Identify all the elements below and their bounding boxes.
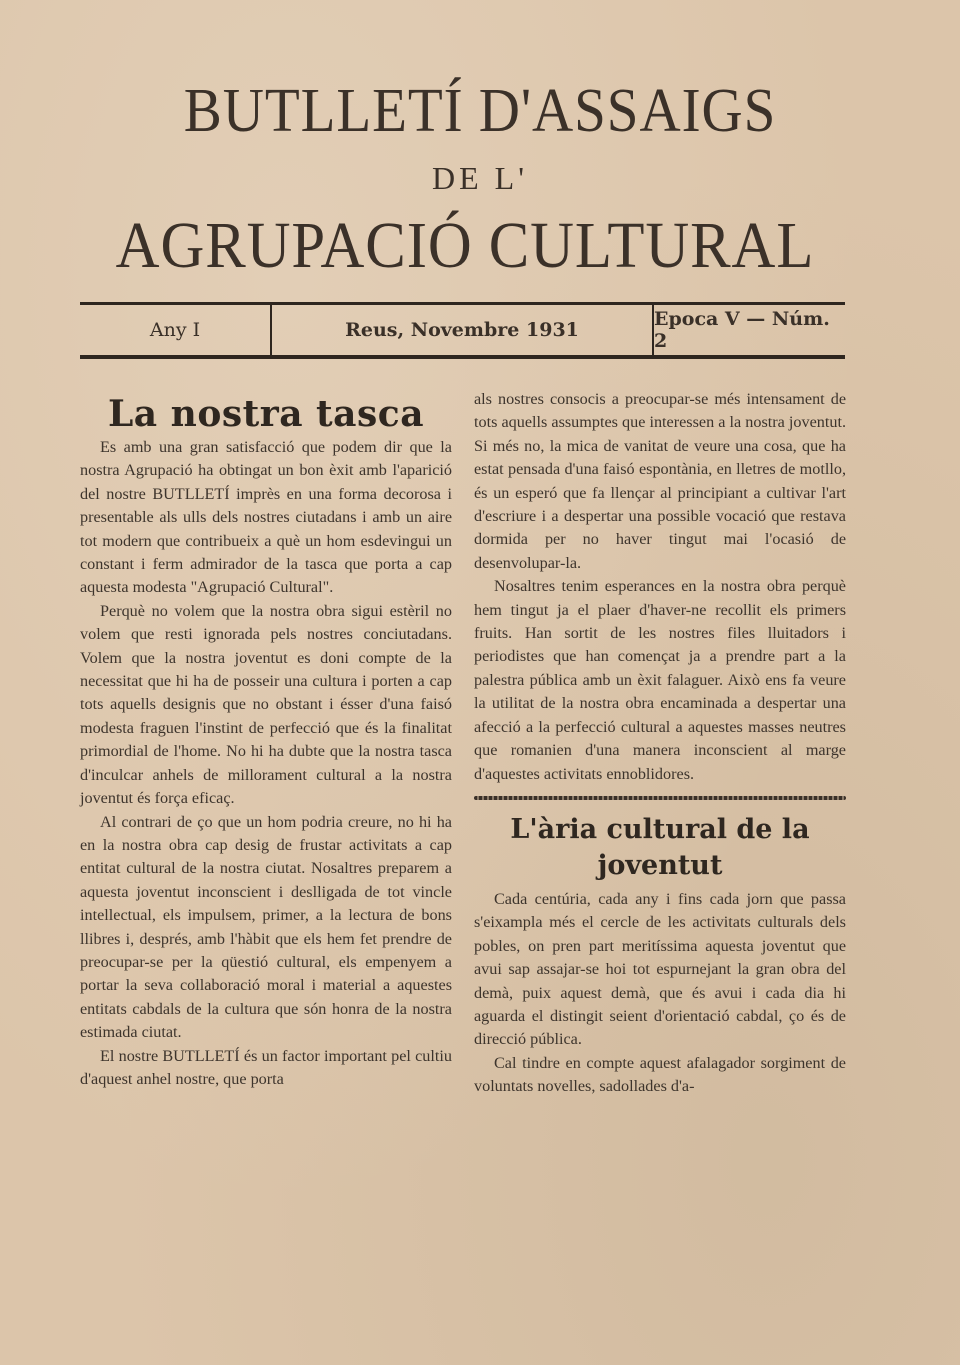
masthead-title-line1: BUTLLETÍ D'ASSAIGS <box>183 77 777 145</box>
issue-info-bar <box>80 302 845 359</box>
article-paragraph: Es amb una gran satisfacció que podem dir que la nostra Agrupació ha obtingat un bon èxit amb l'aparició del nostre BUTLLETÍ imprès en una forma decorosa i presentable als ulls dels nostres ciutadans i amb un aire tot modern que contribueix a què un hom esdevingui un constant i ferm admirador de la tasca que porta a cap aquesta modesta "Agrupació Cultural". <box>80 438 452 597</box>
article-title-aria-cultural: L'ària cultural de la joventut <box>510 813 810 881</box>
right-column <box>474 388 846 1099</box>
masthead-title-line3: AGRUPACIÓ CULTURAL <box>115 209 815 282</box>
article-paragraph: Cal tindre en compte aquest afalagador sorgiment de voluntats novelles, sadollades d'a- <box>474 1053 846 1096</box>
masthead-title-line2: DE L' <box>432 160 528 196</box>
issue-year: Any I <box>80 305 272 355</box>
article-paragraph: Nosaltres tenim esperances en la nostra obra perquè hem tingut ja el plaer d'haver-ne recollit els primers fruits. Han sortit de les nostres files lluitadors i periodistes que han començat ja a prendre part a la palestra pública amb un èxit falaguer. Això ens fa veure la utilitat de la nostra obra encaminada a despertar una afecció a la perfecció cultural a aquestes masses neutres que romanien d'una manera inconscient al marge d'aquestes activitats ennoblidores. <box>474 577 846 783</box>
article-paragraph: Cada centúria, cada any i fins cada jorn que passa s'eixampla més el cercle de les activitats culturals dels pobles, on pren part meritíssima aquesta joventut que avui sap assajar-se hoi tot espurnejant la gran obra del demà, puix aquest demà, que és avui i cada dia hi aguarda el distingit seient d'orientació cabdal, ço és de direcció pública. <box>474 889 846 1049</box>
article-paragraph: El nostre BUTLLETÍ és un factor important pel cultiu d'aquest anhel nostre, que porta <box>80 1046 452 1088</box>
article-paragraph: Al contrari de ço que un hom podria creure, no hi ha en la nostra obra cap desig de frustar activitats a cap entitat cultural de la nostra ciutat. Nosaltres preparem a aquesta joventut inconscient i deslligada de tot vincle intellectual, els impulsem, primer, a la lectura de bons llibres i, després, amb l'hàbit que els hem fet prendre de preocupar-se per la qüestió cultural, els empenyem a portar la seva collaboració moral i material a aquestes entitats cabdals de la cultura que són honra de la nostra estimada ciutat. <box>80 812 452 1042</box>
ornamental-divider <box>474 796 846 800</box>
article-title-la-nostra-tasca: La nostra tasca <box>107 393 425 435</box>
issue-epoch-number: Epoca V — Núm. 2 <box>654 308 830 352</box>
issue-place-date: Reus, Novembre 1931 <box>272 305 654 355</box>
article-paragraph: Perquè no volem que la nostra obra sigui estèril no volem que resti ignorada pels nostres conciutadans. Volem que la nostra joventut es doni compte de la necessitat que hi ha de posseir una cultura i porten a cap tots aquells designis que no obstant i ésser d'una faisó modesta fraguen l'instint de perfecció que és la finalitat primordial de l'home. No hi ha dubte que la nostra tasca d'inculcar anhels de millorament cultural a la nostra joventut és força eficaç. <box>80 601 452 808</box>
left-column <box>80 388 452 1091</box>
article-paragraph-continuation: als nostres consocis a preocupar-se més intensament de tots aquells assumptes que interessen a la nostra joventut. Si més no, la mica de vanitat de veure una cosa, que ha estat pensada d'una faisó espontània, en lletres de motllo, és un esperó que fa llençar al principiant a cultivar l'art d'escriure i a despertar una possible vocació que restava dormida per no haver tingut mai l'ocasió de desenvolupar-la. <box>474 390 846 572</box>
